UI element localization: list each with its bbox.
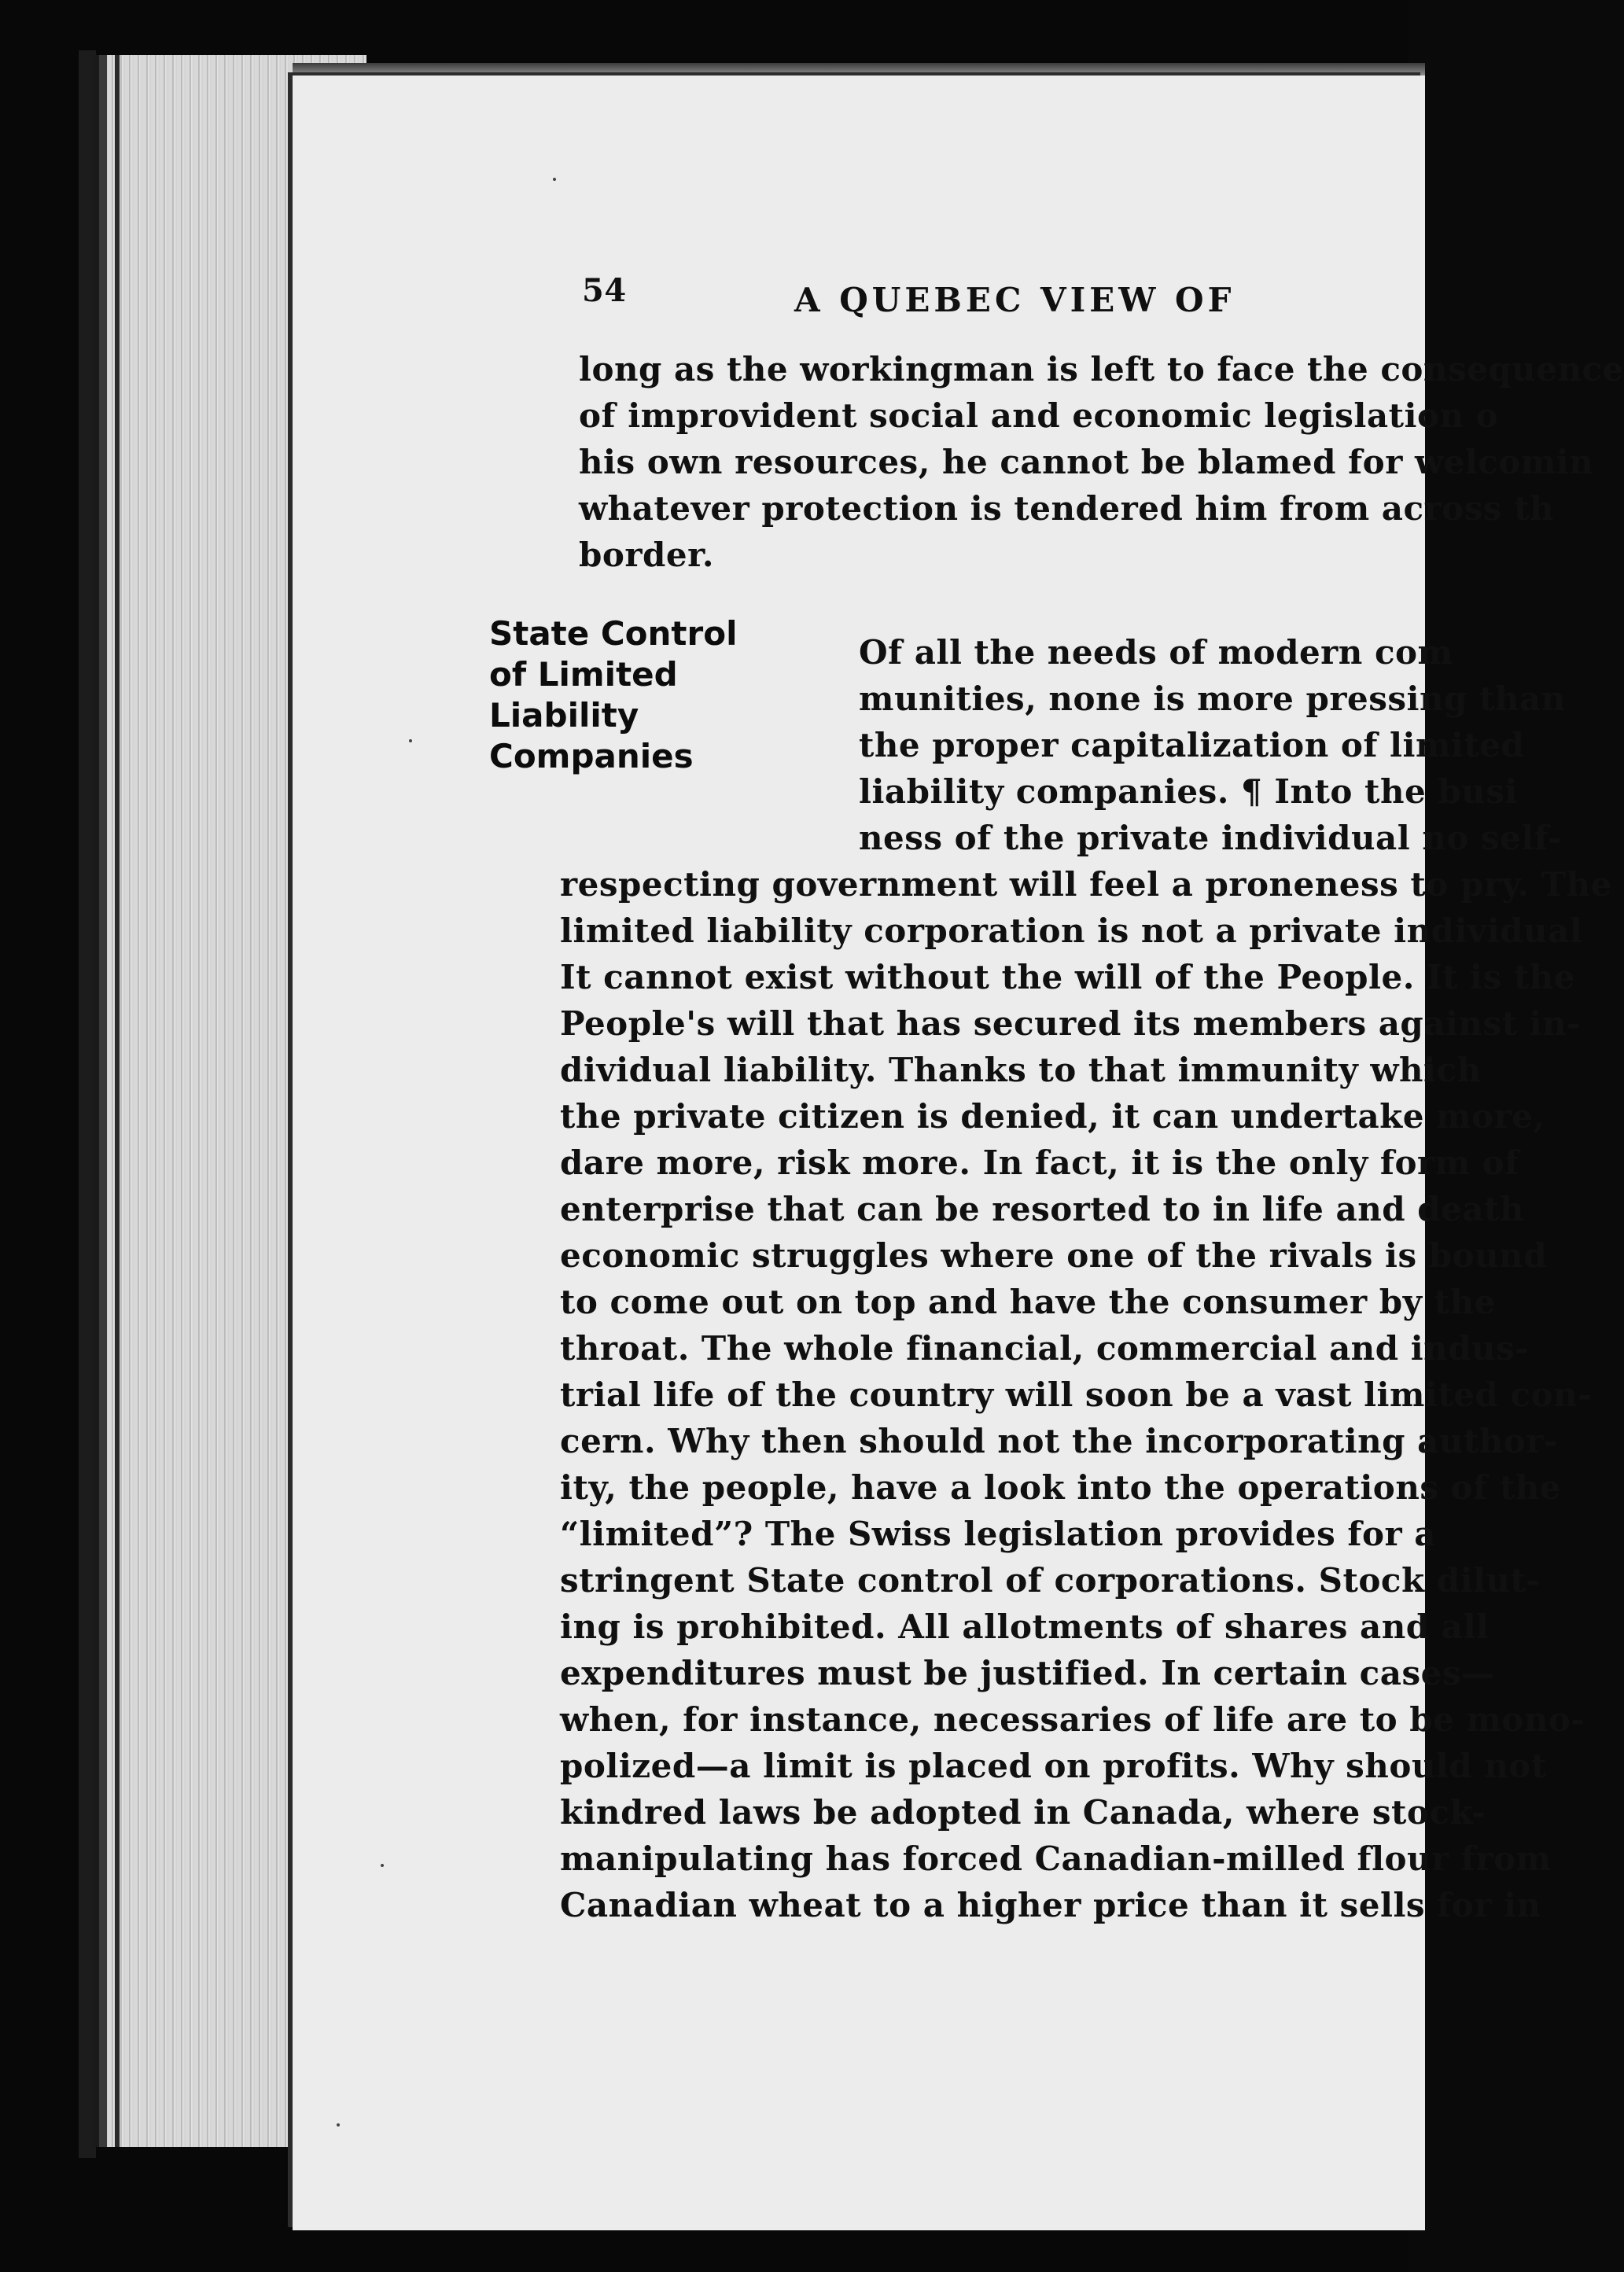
text-line: polized—a limit is placed on profits. Why should not [560, 1747, 1547, 1785]
text-line: ity, the people, have a look into the operations of the [560, 1468, 1561, 1507]
sidenote-line: Companies [489, 737, 694, 775]
text-line: trial life of the country will soon be a vast limited con- [560, 1375, 1593, 1414]
dust-speck [381, 1864, 384, 1867]
text-line: of improvident social and economic legislation o [579, 396, 1499, 435]
text-line: Of all the needs of modern com [859, 633, 1453, 672]
text-line: “limited”? The Swiss legislation provides for a [560, 1515, 1436, 1553]
text-line: enterprise that can be resorted to in life and death [560, 1190, 1524, 1228]
indented-paragraph [859, 629, 1566, 861]
text-line: limited liability corporation is not a private individual [560, 911, 1583, 950]
dust-speck [409, 739, 412, 742]
text-line: munities, none is more pressing than [859, 679, 1566, 718]
text-line: It cannot exist without the will of the People. It is the [560, 958, 1576, 996]
sidenote-line: of Limited [489, 655, 678, 694]
text-line: cern. Why then should not the incorporating author- [560, 1422, 1558, 1460]
text-line: the proper capitalization of limited [859, 726, 1525, 764]
dust-speck [337, 2123, 340, 2127]
text-line: dare more, risk more. In fact, it is the only form of [560, 1143, 1519, 1182]
sidenote-line: State Control [489, 614, 738, 653]
sidenote-line: Liability [489, 696, 639, 735]
top-paragraph [579, 346, 1624, 578]
page-number: 54 [582, 272, 627, 309]
text-line: the private citizen is denied, it can undertake more, [560, 1097, 1545, 1136]
text-line: People's will that has secured its members against in- [560, 1004, 1582, 1043]
text-line: respecting government will feel a proneness to pry. The [560, 865, 1612, 904]
text-line: when, for instance, necessaries of life are to be mono- [560, 1700, 1585, 1739]
text-line: to come out on top and have the consumer by the [560, 1283, 1496, 1321]
text-line: ness of the private individual no self- [859, 819, 1562, 857]
text-line: dividual liability. Thanks to that immunity which [560, 1051, 1482, 1089]
running-head: A QUEBEC VIEW OF [794, 281, 1235, 319]
text-line: his own resources, he cannot be blamed for welcomin [579, 443, 1594, 481]
text-line: stringent State control of corporations. Stock dilut- [560, 1561, 1541, 1600]
text-line: border. [579, 536, 714, 574]
text-line: whatever protection is tendered him from across th [579, 489, 1555, 528]
text-line: expenditures must be justified. In certain cases— [560, 1654, 1495, 1692]
text-line: ing is prohibited. All allotments of shares and all [560, 1607, 1490, 1646]
margin-sidenote [489, 613, 737, 777]
text-line: manipulating has forced Canadian-milled flour from [560, 1839, 1552, 1878]
text-line: kindred laws be adopted in Canada, where stock- [560, 1793, 1486, 1832]
main-paragraph [560, 861, 1612, 1928]
dust-speck [553, 178, 556, 181]
text-line: Canadian wheat to a higher price than it sells for in [560, 1886, 1541, 1924]
text-line: throat. The whole financial, commercial and indus- [560, 1329, 1530, 1368]
text-line: liability companies. ¶ Into the busi [859, 772, 1518, 811]
text-line: economic struggles where one of the rivals is bound [560, 1236, 1548, 1275]
text-line: long as the workingman is left to face the consequence [579, 350, 1624, 388]
